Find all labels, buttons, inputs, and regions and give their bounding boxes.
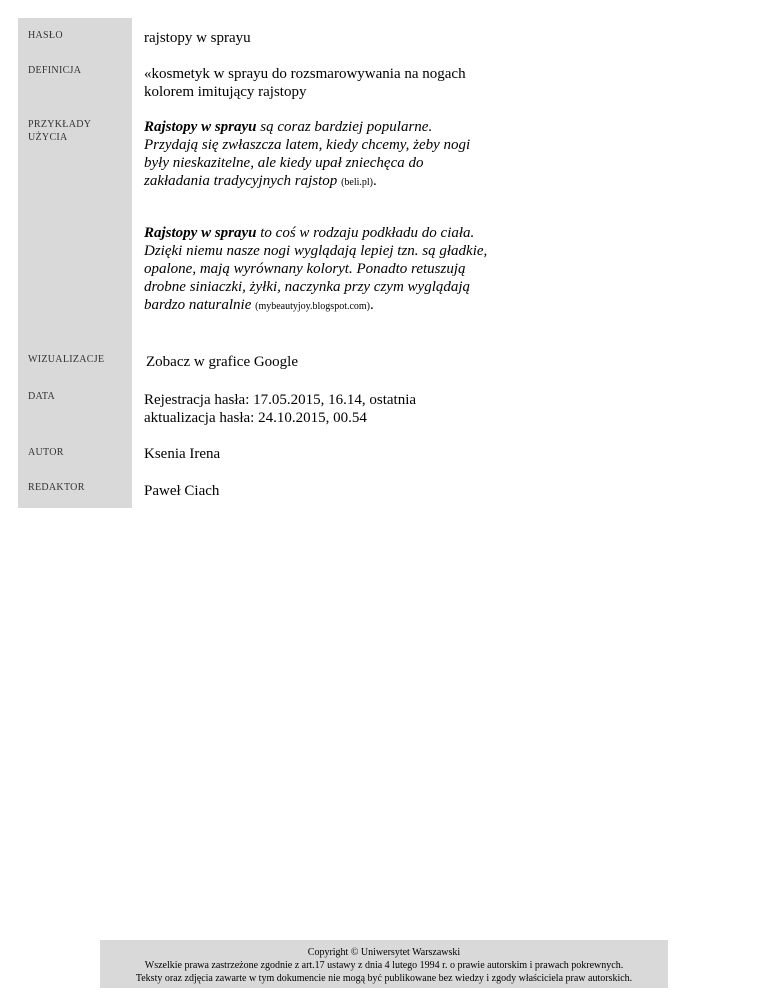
example-1-end: . xyxy=(373,173,377,189)
example-1-line-3: były nieskazitelne, ale kiedy upał zniechęca do xyxy=(144,155,424,171)
footer-notice: Teksty oraz zdjęcia zawarte w tym dokumencie nie mogą być publikowane bez wiedzy i zgody właściciela praw autorskich. xyxy=(135,973,633,984)
examples-label-line-2: UŻYCIA xyxy=(28,132,68,143)
example-2-headword: Rajstopy w sprayu xyxy=(144,225,257,241)
definition-line-2: kolorem imitujący rajstopy xyxy=(144,84,307,100)
example-1-source: (beli.pl) xyxy=(341,177,373,188)
example-2-line-3: opalone, mają wyrównany koloryt. Ponadto retuszują xyxy=(144,261,466,277)
footer xyxy=(0,946,768,985)
example-1-line-1: są coraz bardziej popularne. xyxy=(256,119,433,135)
example-1 xyxy=(144,118,544,192)
footer-copyright: Copyright © Uniwersytet Warszawski xyxy=(307,947,461,958)
example-2-line-4: drobne siniaczki, żyłki, naczynka przy czym wyglądają xyxy=(144,279,471,295)
google-images-link[interactable]: Zobacz w grafice Google xyxy=(146,354,299,370)
date-label: DATA xyxy=(28,391,56,402)
label-column xyxy=(18,18,132,508)
example-2-end: . xyxy=(370,297,374,313)
footer-rights: Wszelkie prawa zastrzeżone zgodnie z art.17 ustawy z dnia 4 lutego 1994 r. o prawie autorskim i prawach pokrewnych. xyxy=(144,960,624,971)
date-line-1: Rejestracja hasła: 17.05.2015, 16.14, ostatnia xyxy=(144,392,417,408)
visualization-label: WIZUALIZACJE xyxy=(28,354,105,365)
example-2 xyxy=(144,224,544,316)
example-2-line-5: bardzo naturalnie xyxy=(144,297,256,313)
date-line-2: aktualizacja hasła: 24.10.2015, 00.54 xyxy=(144,410,367,426)
editor: Paweł Ciach xyxy=(144,483,220,499)
definition-label: DEFINICJA xyxy=(28,65,82,76)
headword-label: HASŁO xyxy=(28,30,63,41)
example-1-line-2: Przydają się zwłaszcza latem, kiedy chcemy, żeby nogi xyxy=(144,137,471,153)
example-2-line-1: to coś w rodzaju podkładu do ciała. xyxy=(256,225,475,241)
example-2-source: (mybeautyjoy.blogspot.com) xyxy=(255,301,371,312)
example-1-headword: Rajstopy w sprayu xyxy=(144,119,257,135)
editor-label: REDAKTOR xyxy=(28,482,85,493)
examples-label xyxy=(28,118,91,144)
example-2-line-2: Dzięki niemu nasze nogi wyglądają lepiej tzn. są gładkie, xyxy=(144,243,488,259)
author-label: AUTOR xyxy=(28,447,64,458)
date-info xyxy=(144,391,524,427)
examples-label-line-1: PRZYKŁADY xyxy=(28,119,92,130)
author: Ksenia Irena xyxy=(144,446,221,462)
headword: rajstopy w sprayu xyxy=(144,30,251,46)
definition-line-1: «kosmetyk w sprayu do rozsmarowywania na nogach xyxy=(144,66,466,82)
example-1-line-4: zakładania tradycyjnych rajstop xyxy=(144,173,342,189)
definition xyxy=(144,65,524,101)
